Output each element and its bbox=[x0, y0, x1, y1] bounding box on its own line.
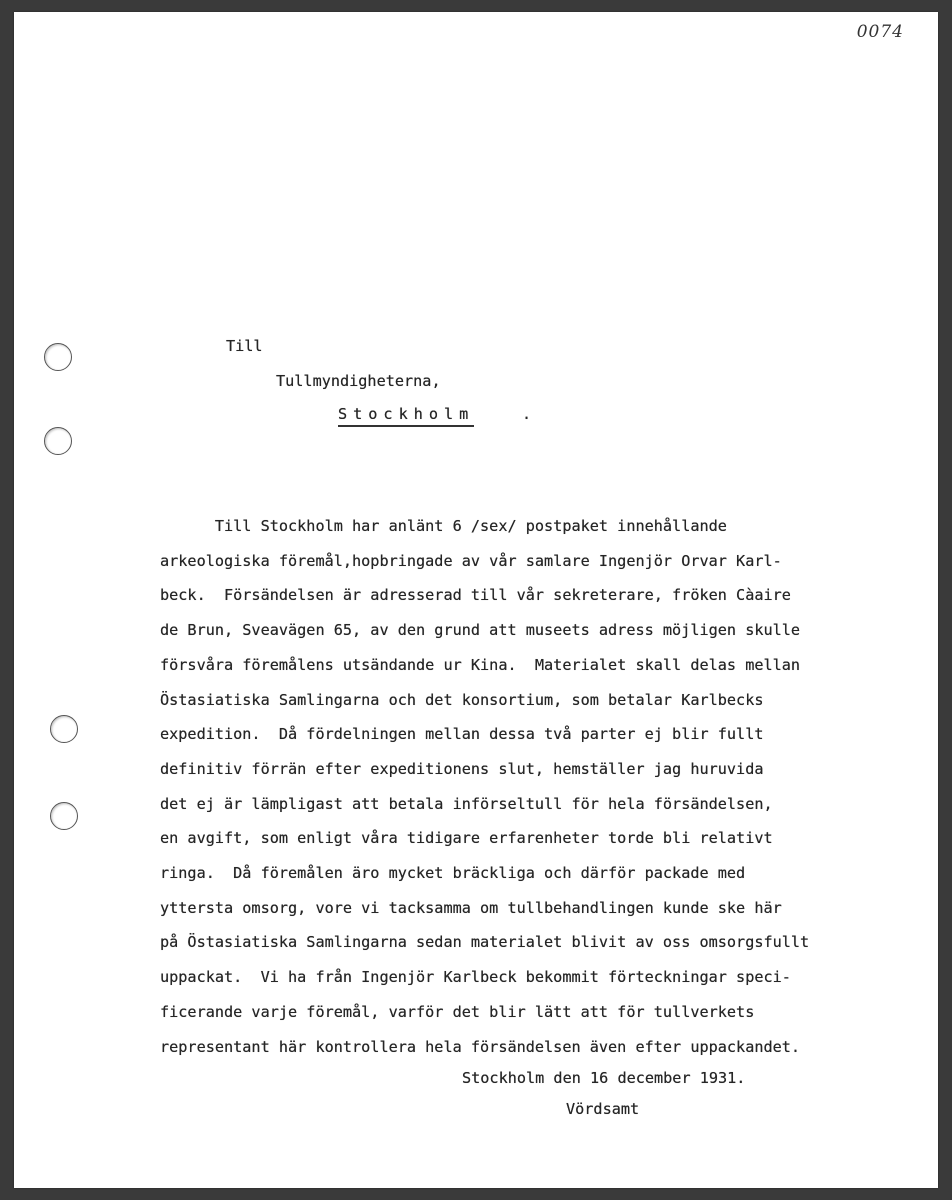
body-line: försvåra föremålens utsändande ur Kina. Materialet skall delas mellan bbox=[160, 655, 801, 674]
punch-hole bbox=[50, 715, 78, 743]
body-line: en avgift, som enligt våra tidigare erfarenheter torde bli relativt bbox=[160, 829, 773, 848]
punch-hole bbox=[50, 802, 78, 830]
body-line: de Brun, Sveavägen 65, av den grund att museets adress möjligen skulle bbox=[160, 621, 801, 640]
body-line: definitiv förrän efter expeditionens slut, hemställer jag huruvida bbox=[160, 759, 764, 778]
punch-hole bbox=[44, 343, 72, 371]
body-line: beck. Försändelsen är adresserad till vår sekreterare, fröken Càaire bbox=[160, 586, 791, 605]
body-line: uppackat. Vi ha från Ingenjör Karlbeck bekommit förteckningar speci- bbox=[160, 968, 791, 987]
address-city-period: . bbox=[522, 405, 532, 423]
punch-hole bbox=[44, 427, 72, 455]
body-line: ficerande varje föremål, varför det blir lätt att för tullverkets bbox=[160, 1002, 755, 1021]
body-line: ringa. Då föremålen äro mycket bräckliga och därför packade med bbox=[160, 864, 746, 883]
body-line: Östasiatiska Samlingarna och det konsortium, som betalar Karlbecks bbox=[160, 690, 764, 709]
letter-body bbox=[160, 509, 920, 1064]
body-line: det ej är lämpligast att betala införseltull för hela försändelsen, bbox=[160, 794, 773, 813]
body-line: Till Stockholm har anlänt 6 /sex/ postpaket innehållande bbox=[160, 517, 727, 535]
signature-date-line: Stockholm den 16 december 1931. bbox=[462, 1069, 746, 1087]
page-number: 0074 bbox=[856, 22, 904, 42]
document-page bbox=[14, 12, 938, 1188]
address-city: Stockholm bbox=[338, 405, 474, 427]
address-salutation: Till bbox=[226, 337, 263, 355]
body-line: representant här kontrollera hela försändelsen även efter uppackandet. bbox=[160, 1037, 801, 1056]
body-line: yttersta omsorg, vore vi tacksamma om tullbehandlingen kunde ske här bbox=[160, 898, 782, 917]
address-recipient: Tullmyndigheterna, bbox=[276, 372, 441, 390]
body-line: på Östasiatiska Samlingarna sedan materialet blivit av oss omsorgsfullt bbox=[160, 933, 810, 952]
body-line: arkeologiska föremål,hopbringade av vår samlare Ingenjör Orvar Karl- bbox=[160, 551, 782, 570]
signature-closing: Vördsamt bbox=[566, 1100, 640, 1118]
body-line: expedition. Då fördelningen mellan dessa två parter ej blir fullt bbox=[160, 725, 764, 744]
